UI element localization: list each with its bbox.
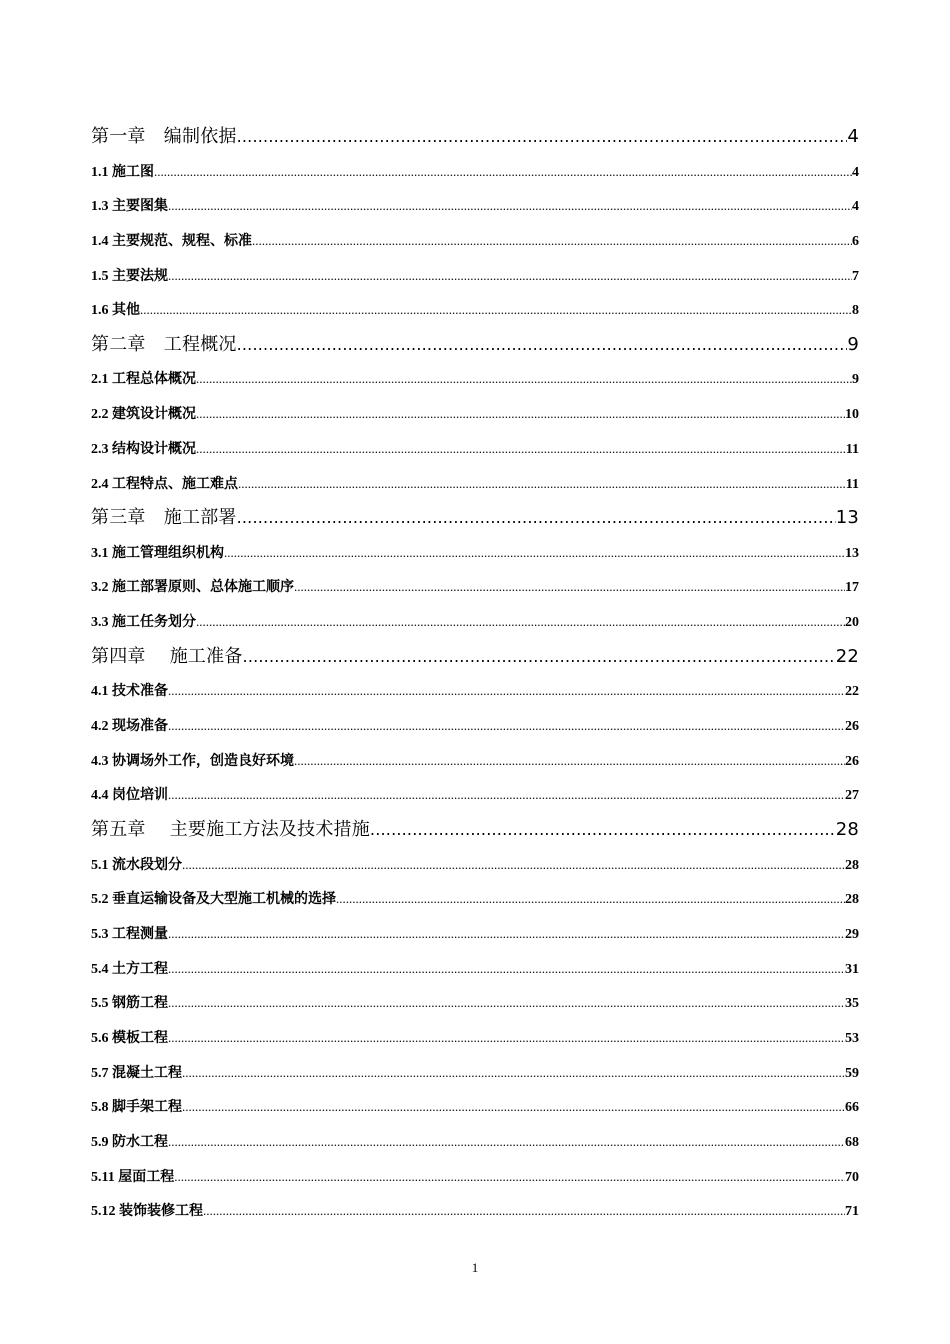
toc-leader-dots — [203, 1194, 845, 1229]
toc-section-entry[interactable] — [91, 467, 859, 502]
table-of-contents — [91, 120, 859, 1229]
toc-chapter-entry[interactable] — [91, 813, 859, 848]
toc-leader-dots — [237, 328, 848, 363]
toc-entry-label: 5.4 土方工程 — [91, 961, 168, 977]
toc-leader-dots — [182, 848, 845, 883]
toc-entry-label: 1.1 施工图 — [91, 164, 154, 180]
toc-entry-page: 9 — [852, 372, 859, 388]
toc-section-entry[interactable] — [91, 1125, 859, 1160]
toc-section-entry[interactable] — [91, 224, 859, 259]
page-number: 1 — [471, 1260, 479, 1275]
toc-leader-dots — [168, 709, 845, 744]
toc-leader-dots — [252, 224, 852, 259]
toc-leader-dots — [168, 1021, 845, 1056]
toc-leader-dots — [168, 674, 845, 709]
toc-section-entry[interactable] — [91, 848, 859, 883]
toc-leader-dots — [168, 1125, 845, 1160]
toc-entry-page: 11 — [845, 441, 859, 457]
toc-entry-page: 6 — [852, 233, 859, 249]
toc-entry-page: 4 — [847, 126, 859, 147]
toc-entry-page: 27 — [845, 788, 859, 804]
toc-entry-label: 5.5 钢筋工程 — [91, 996, 168, 1012]
toc-section-entry[interactable] — [91, 362, 859, 397]
toc-section-entry[interactable] — [91, 259, 859, 294]
toc-section-entry[interactable] — [91, 397, 859, 432]
toc-section-entry[interactable] — [91, 293, 859, 328]
toc-chapter-entry[interactable] — [91, 328, 859, 363]
toc-section-entry[interactable] — [91, 570, 859, 605]
toc-chapter-entry[interactable] — [91, 501, 859, 536]
toc-leader-dots — [196, 432, 846, 467]
toc-leader-dots — [336, 882, 845, 917]
toc-section-entry[interactable] — [91, 155, 859, 190]
toc-entry-label: 5.9 防水工程 — [91, 1135, 168, 1150]
toc-entry-page: 4 — [852, 164, 859, 180]
toc-entry-page: 17 — [845, 580, 859, 596]
toc-entry-label: 1.5 主要法规 — [91, 268, 168, 284]
toc-entry-label: 5.1 流水段划分 — [91, 857, 182, 873]
toc-leader-dots — [196, 362, 852, 397]
toc-entry-page: 26 — [845, 753, 859, 769]
toc-leader-dots — [294, 570, 845, 605]
toc-entry-label: 5.3 工程测量 — [91, 926, 168, 942]
toc-entry-page: 53 — [845, 1030, 859, 1046]
toc-leader-dots — [168, 986, 845, 1021]
toc-leader-dots — [237, 501, 836, 536]
toc-leader-dots — [370, 813, 836, 848]
toc-section-entry[interactable] — [91, 1194, 859, 1229]
toc-leader-dots — [168, 952, 845, 987]
toc-entry-page: 70 — [845, 1169, 859, 1185]
toc-entry-page: 9 — [847, 333, 859, 355]
toc-leader-dots — [243, 640, 836, 675]
toc-entry-page: 68 — [845, 1135, 859, 1150]
toc-entry-page: 13 — [845, 545, 859, 561]
toc-entry-page: 11 — [845, 476, 859, 492]
toc-leader-dots — [174, 1160, 845, 1195]
toc-entry-page: 22 — [845, 684, 859, 700]
toc-entry-label: 第二章 工程概况 — [91, 333, 237, 355]
toc-chapter-entry[interactable] — [91, 640, 859, 675]
toc-entry-page: 13 — [835, 507, 859, 529]
toc-section-entry[interactable] — [91, 536, 859, 571]
toc-entry-label: 2.2 建筑设计概况 — [91, 407, 196, 423]
toc-entry-label: 4.3 协调场外工作，创造良好环境 — [91, 753, 294, 769]
toc-entry-label: 4.2 现场准备 — [91, 718, 168, 734]
toc-leader-dots — [140, 293, 852, 328]
toc-entry-label: 1.4 主要规范、规程、标准 — [91, 233, 252, 249]
toc-leader-dots — [196, 397, 845, 432]
toc-leader-dots — [196, 605, 845, 640]
toc-entry-label: 5.12 装饰装修工程 — [91, 1204, 203, 1220]
toc-leader-dots — [168, 189, 852, 224]
toc-entry-label: 2.1 工程总体概况 — [91, 372, 196, 388]
toc-entry-page: 59 — [845, 1065, 859, 1081]
toc-entry-page: 28 — [845, 857, 859, 873]
toc-entry-page: 29 — [845, 926, 859, 942]
toc-section-entry[interactable] — [91, 432, 859, 467]
toc-entry-label: 5.6 模板工程 — [91, 1030, 168, 1046]
toc-entry-label: 第三章 施工部署 — [91, 507, 237, 529]
toc-section-entry[interactable] — [91, 1090, 859, 1125]
toc-entry-label: 2.4 工程特点、施工难点 — [91, 476, 238, 492]
toc-entry-label: 2.3 结构设计概况 — [91, 441, 196, 457]
toc-entry-label: 3.1 施工管理组织机构 — [91, 545, 224, 561]
toc-section-entry[interactable] — [91, 986, 859, 1021]
toc-entry-label: 1.6 其他 — [91, 303, 140, 319]
toc-leader-dots — [168, 778, 845, 813]
toc-leader-dots — [182, 1056, 845, 1091]
toc-entry-label: 5.7 混凝土工程 — [91, 1065, 182, 1081]
toc-entry-label: 1.3 主要图集 — [91, 199, 168, 215]
toc-section-entry[interactable] — [91, 917, 859, 952]
toc-section-entry[interactable] — [91, 952, 859, 987]
toc-leader-dots — [237, 120, 848, 155]
toc-entry-page: 8 — [852, 303, 859, 319]
toc-entry-page: 22 — [835, 645, 859, 667]
toc-section-entry[interactable] — [91, 605, 859, 640]
toc-entry-page: 31 — [845, 961, 859, 977]
toc-leader-dots — [294, 744, 845, 779]
toc-entry-label: 5.2 垂直运输设备及大型施工机械的选择 — [91, 892, 336, 908]
toc-chapter-entry[interactable] — [91, 120, 859, 155]
toc-entry-page: 26 — [845, 718, 859, 734]
toc-leader-dots — [168, 917, 845, 952]
toc-entry-page: 10 — [845, 407, 859, 423]
toc-leader-dots — [154, 155, 852, 190]
toc-leader-dots — [224, 536, 845, 571]
toc-entry-page: 28 — [845, 892, 859, 908]
toc-entry-label: 第五章 主要施工方法及技术措施 — [91, 819, 370, 840]
toc-section-entry[interactable] — [91, 1056, 859, 1091]
toc-entry-page: 71 — [845, 1204, 859, 1220]
toc-leader-dots — [168, 259, 852, 294]
toc-section-entry[interactable] — [91, 882, 859, 917]
toc-entry-label: 5.11 屋面工程 — [91, 1169, 175, 1185]
toc-section-entry[interactable] — [91, 709, 859, 744]
toc-section-entry[interactable] — [91, 1021, 859, 1056]
toc-entry-page: 66 — [845, 1100, 859, 1116]
toc-leader-dots — [182, 1090, 845, 1125]
toc-entry-label: 5.8 脚手架工程 — [91, 1100, 182, 1116]
toc-entry-label: 4.4 岗位培训 — [91, 788, 168, 804]
toc-section-entry[interactable] — [91, 674, 859, 709]
toc-section-entry[interactable] — [91, 744, 859, 779]
toc-section-entry[interactable] — [91, 189, 859, 224]
toc-entry-label: 4.1 技术准备 — [91, 684, 168, 700]
toc-entry-label: 第一章 编制依据 — [91, 126, 237, 147]
toc-entry-page: 28 — [835, 819, 859, 840]
toc-entry-page: 4 — [852, 199, 859, 215]
toc-entry-page: 20 — [845, 615, 859, 631]
toc-section-entry[interactable] — [91, 1160, 859, 1195]
toc-entry-label: 第四章 施工准备 — [91, 645, 243, 667]
toc-entry-page: 7 — [852, 268, 859, 284]
toc-leader-dots — [238, 467, 846, 502]
toc-section-entry[interactable] — [91, 778, 859, 813]
toc-entry-label: 3.2 施工部署原则、总体施工顺序 — [91, 580, 294, 596]
toc-entry-label: 3.3 施工任务划分 — [91, 615, 196, 631]
toc-entry-page: 35 — [845, 996, 859, 1012]
